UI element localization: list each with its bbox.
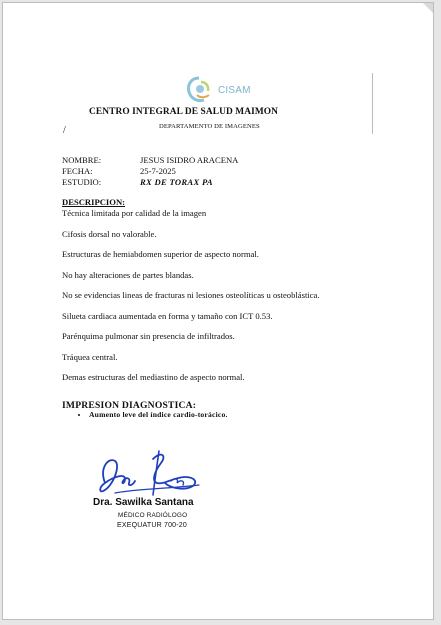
doctor-exequatur: EXEQUATUR 700-20 xyxy=(117,522,187,529)
finding-item: Tráquea central. xyxy=(62,351,118,362)
date-row xyxy=(62,166,238,177)
study-row xyxy=(62,177,238,188)
finding-item: Técnica limitada por calidad de la imagen xyxy=(62,208,207,218)
impression-item: • Aumento leve del índice cardio-torácico. xyxy=(89,410,228,419)
findings-list xyxy=(62,208,337,393)
impression-title: IMPRESION DIAGNOSTICA: xyxy=(62,400,197,411)
logo-text: CISAM xyxy=(218,85,251,96)
document-page xyxy=(2,2,434,620)
date-label: FECHA: xyxy=(62,166,93,176)
finding-item: Parénquima pulmonar sin presencia de infiltrados. xyxy=(62,331,235,341)
study-value: RX DE TORAX PA xyxy=(140,177,213,187)
page-corner-fold xyxy=(423,3,433,13)
finding-item: Silueta cardiaca aumentada en forma y tamaño con ICT 0.53. xyxy=(62,310,273,321)
name-value: JESUS ISIDRO ARACENA xyxy=(140,155,239,165)
cisam-logo xyxy=(185,76,275,104)
cisam-logo-icon xyxy=(185,76,215,104)
patient-info xyxy=(62,155,238,188)
department-name: DEPARTAMENTO DE IMAGENES xyxy=(159,123,260,130)
center-name: CENTRO INTEGRAL DE SALUD MAIMON xyxy=(89,107,279,117)
description-title: DESCRIPCION: xyxy=(62,197,126,207)
finding-item: No hay alteraciones de partes blandas. xyxy=(62,269,194,280)
margin-marker xyxy=(372,73,373,134)
finding-item: No se evidencias lineas de fracturas ni lesiones osteolíticas u osteoblástica. xyxy=(62,290,320,300)
doctor-role: MÉDICO RADIÓLOGO xyxy=(118,512,188,519)
patient-name-row xyxy=(62,155,238,166)
name-label: NOMBRE: xyxy=(62,155,102,165)
text-cursor-mark: / xyxy=(63,125,66,136)
signature-icon xyxy=(95,447,205,501)
study-label: ESTUDIO: xyxy=(62,177,102,187)
doctor-name: Dra. Sawilka Santana xyxy=(93,497,194,508)
finding-item: Demas estructuras del mediastino de aspecto normal. xyxy=(62,372,245,382)
finding-item: Cifosis dorsal no valorable. xyxy=(62,228,157,239)
finding-item: Estructuras de hemiabdomen superior de aspecto normal. xyxy=(62,249,259,259)
impression-list xyxy=(62,410,228,419)
date-value: 25-7-2025 xyxy=(140,166,176,176)
